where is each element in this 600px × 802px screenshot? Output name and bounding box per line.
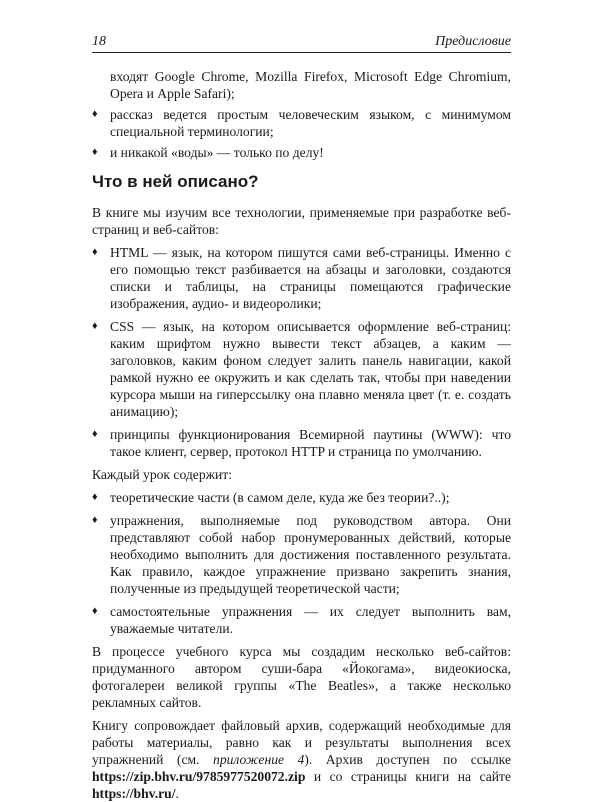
list-item	[92, 512, 511, 597]
page-header	[92, 34, 511, 53]
list-item-text: HTML — язык, на котором пишутся сами веб-страницы. Именно с его помощью текст разбивается на абзацы и заголовки, создаются списки и таблицы, на страницы помещаются графические изображения, аудио- и видеоролики;	[110, 245, 511, 311]
bullet-icon: ♦	[92, 108, 98, 120]
list-item-text: входят Google Chrome, Mozilla Firefox, Microsoft Edge Chromium, Opera и Apple Safari);	[110, 69, 511, 101]
list-item-text: CSS — язык, на котором описывается оформление веб-страниц: каким шрифтом нужно вывести текст абзацев, а каким — заголовков, каким фоном следует залить панель навигации, какой рамкой нужно ее окружить и как сделать так, чтобы при наведении курсора мыши на гиперссылку она плавно меняла цвет (т. е. создать анимацию);	[110, 319, 511, 419]
bullet-icon: ♦	[92, 246, 98, 258]
text-run: ). Архив доступен по ссылке	[304, 752, 511, 767]
list-item-text: принципы функционирования Всемирной паутины (WWW): что такое клиент, сервер, протокол HTTP и страница по умолчанию.	[110, 427, 511, 459]
list-item-text: и никакой «воды» — только по делу!	[110, 145, 324, 160]
bullet-icon: ♦	[92, 491, 98, 503]
bullet-icon: ♦	[92, 428, 98, 440]
list-item-text: самостоятельные упражнения — их следует выполнить вам, уважаемые читатели.	[110, 604, 511, 636]
paragraph: В книге мы изучим все технологии, применяемые при разработке веб-страниц и веб-сайтов:	[92, 205, 511, 237]
running-title: Предисловие	[435, 34, 511, 49]
text-run: и со страницы книги на сайте	[305, 769, 511, 784]
archive-link[interactable]: https://zip.bhv.ru/9785977520072.zip	[92, 769, 306, 784]
paragraph: Каждый урок содержит:	[92, 467, 232, 482]
intro-list	[92, 68, 511, 161]
bullet-icon: ♦	[92, 514, 98, 526]
site-link[interactable]: https://bhv.ru/	[92, 786, 176, 801]
section-body	[92, 204, 511, 802]
list-item	[92, 244, 511, 312]
text-run: Книгу сопровождает файловый архив, содержащий необходимые для работы материалы, равно как и результаты выполнения всех упражнений (см.	[92, 718, 511, 767]
bullet-icon: ♦	[92, 146, 98, 158]
list-item	[92, 426, 511, 460]
list-item	[92, 318, 511, 420]
bullet-icon: ♦	[92, 605, 98, 617]
list-item	[92, 144, 511, 161]
list-item	[92, 106, 511, 140]
paragraph: В процессе учебного курса мы создадим несколько веб-сайтов: придуманного автором суши-бара «Йокогама», видеокиоска, фотогалереи великой группы «The Beatles», а также несколько рекламных сайтов.	[92, 644, 511, 710]
list-item-text: теоретические части (в самом деле, куда же без теории?..);	[110, 490, 450, 505]
list-item-text: упражнения, выполняемые под руководством автора. Они представляют собой набор пронумерованных действий, которые необходимо выполнить для достижения поставленного результата. Как правило, каждое упражнение призвано закрепить знания, полученные из предыдущей теоретической части;	[110, 513, 511, 596]
appendix-reference: приложение 4	[213, 752, 305, 767]
bullet-icon: ♦	[92, 320, 98, 332]
page-number: 18	[92, 34, 106, 49]
text-run: .	[175, 786, 179, 801]
list-item	[92, 603, 511, 637]
section-heading: Что в ней описано?	[92, 172, 259, 191]
list-item	[92, 68, 511, 102]
list-item	[92, 489, 511, 506]
paragraph	[92, 717, 511, 802]
list-item-text: рассказ ведется простым человеческим языком, с минимумом специальной терминологии;	[110, 107, 511, 139]
